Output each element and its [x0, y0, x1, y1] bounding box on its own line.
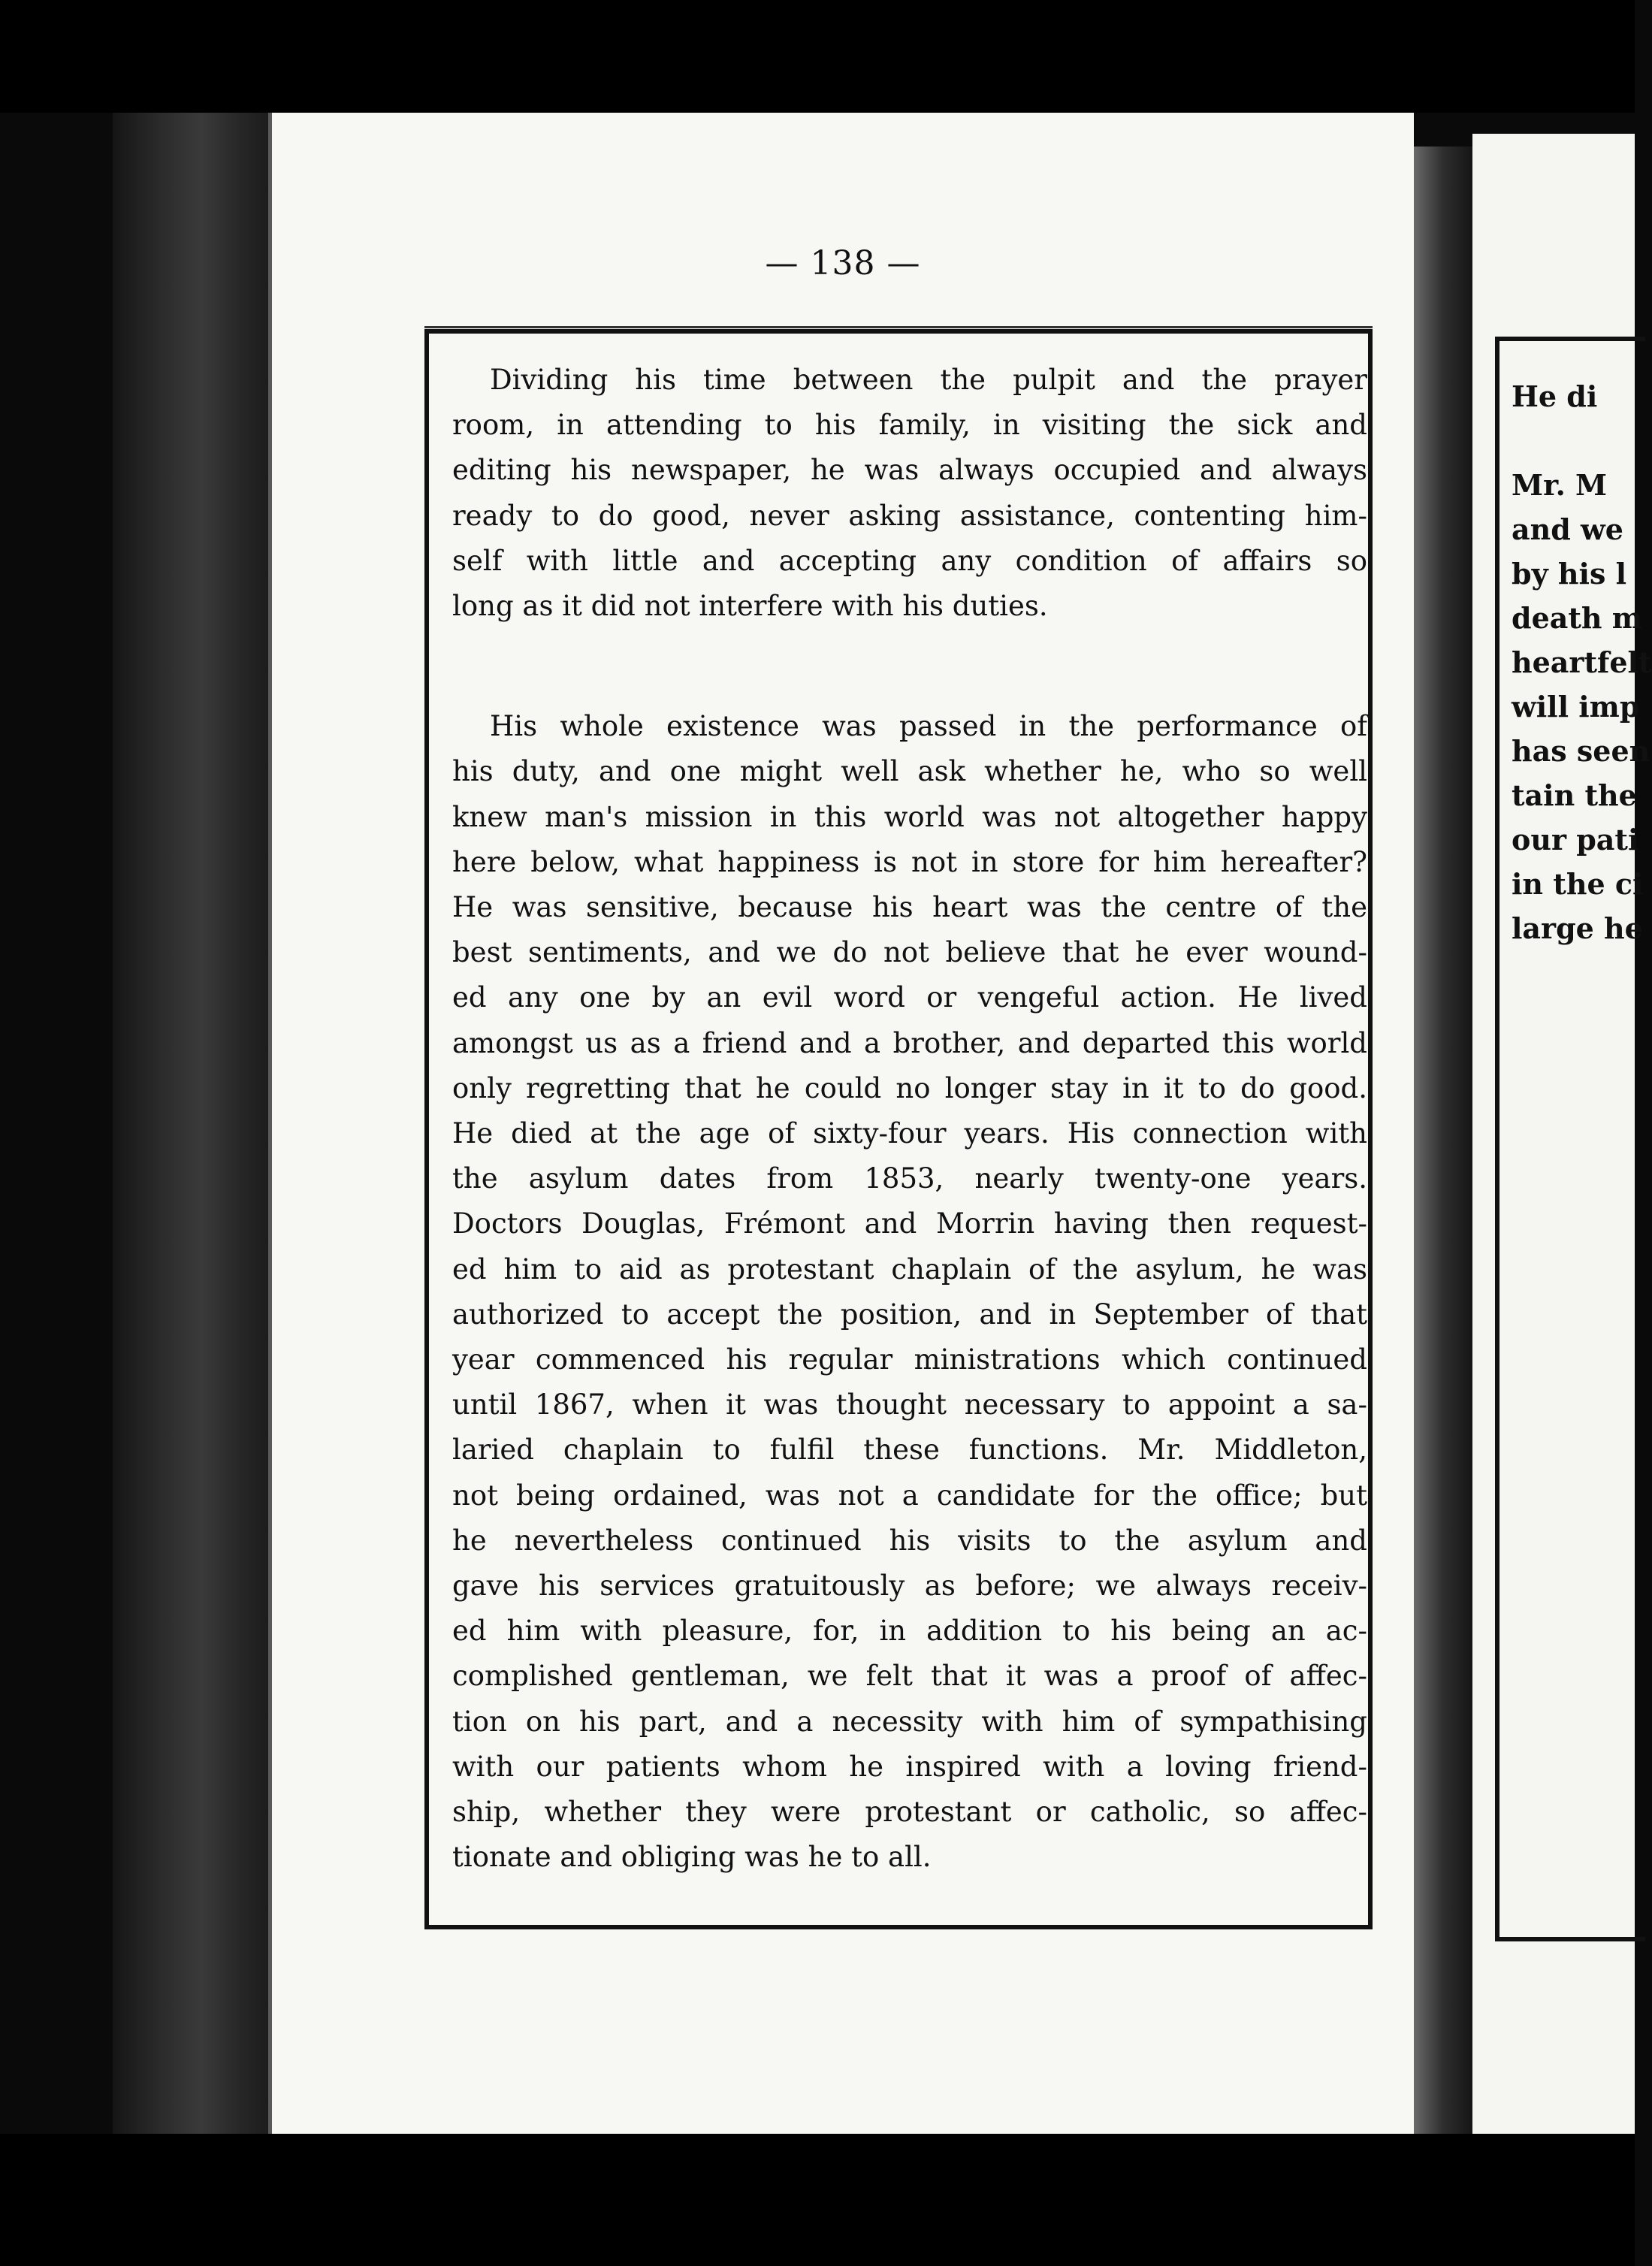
right-text-line: large he	[1512, 911, 1643, 945]
scan-background-bottom	[0, 2134, 1635, 2266]
text-line: he nevertheless continued his visits to the asylum and	[452, 1524, 1367, 1557]
text-line: He died at the age of sixty-four years. His connection with	[452, 1117, 1367, 1150]
right-text-line: and we	[1512, 512, 1623, 546]
right-text-line	[1512, 418, 1635, 463]
paragraph-1	[452, 358, 1367, 629]
paragraph-2	[452, 704, 1367, 1880]
text-line: amongst us as a friend and a brother, and departed this world	[452, 1026, 1367, 1059]
right-text-line: by his l	[1512, 557, 1627, 591]
text-line: only regretting that he could no longer stay in it to do good.	[452, 1071, 1367, 1104]
text-line: laried chaplain to fulfil these functions. Mr. Middleton,	[452, 1434, 1367, 1467]
text-line: not being ordained, was not a candidate for the office; but	[452, 1479, 1367, 1512]
text-line: self with little and accepting any condition of affairs so	[452, 544, 1367, 577]
text-line: ready to do good, never asking assistance, contenting him-	[452, 499, 1367, 532]
text-line: best sentiments, and we do not believe that he ever wound-	[452, 936, 1367, 969]
page-number: — 138 —	[765, 244, 921, 282]
page-gutter	[1414, 147, 1472, 2168]
text-line: Dividing his time between the pulpit and the prayer	[490, 364, 1367, 396]
text-line: His whole existence was passed in the performance of	[490, 710, 1367, 743]
text-line: tionate and obliging was he to all.	[452, 1841, 932, 1874]
text-line: authorized to accept the position, and in September of that	[452, 1298, 1367, 1331]
right-page-text	[1512, 374, 1652, 950]
text-line: long as it did not interfere with his duties.	[452, 590, 1048, 623]
text-line: tion on his part, and a necessity with him of sympathising	[452, 1705, 1367, 1738]
text-line: knew man's mission in this world was not altogether happy	[452, 800, 1367, 833]
text-line: editing his newspaper, he was always occupied and always	[452, 454, 1367, 487]
text-line: here below, what happiness is not in store for him hereafter?	[452, 845, 1367, 878]
text-line: ship, whether they were protestant or catholic, so affec-	[452, 1796, 1367, 1829]
text-line: year commenced his regular ministrations which continued	[452, 1343, 1367, 1376]
text-line: his duty, and one might well ask whether he, who so well	[452, 755, 1367, 788]
text-line: with our patients whom he inspired with a loving friend-	[452, 1750, 1367, 1783]
text-line: the asylum dates from 1853, nearly twenty-one years.	[452, 1162, 1367, 1195]
right-text-line: has seen	[1512, 734, 1650, 768]
right-text-line: will imp	[1512, 690, 1640, 724]
right-text-line: Mr. M	[1512, 468, 1608, 502]
text-line: gave his services gratuitously as before; we always receiv-	[452, 1570, 1367, 1603]
text-line: complished gentleman, we felt that it was a proof of affec-	[452, 1660, 1367, 1693]
text-line: Doctors Douglas, Frémont and Morrin having then request-	[452, 1207, 1367, 1240]
right-text-line: death m	[1512, 601, 1642, 635]
scan-background-top	[0, 0, 1635, 113]
text-line: He was sensitive, because his heart was the centre of the	[452, 891, 1367, 924]
right-text-line: heartfelt	[1512, 645, 1652, 679]
right-text-line: in the ci	[1512, 867, 1644, 901]
right-text-line: our pati	[1512, 823, 1639, 857]
text-line: ed him with pleasure, for, in addition to his being an ac-	[452, 1615, 1367, 1648]
body-text	[452, 358, 1367, 1881]
text-line: room, in attending to his family, in visiting the sick and	[452, 409, 1367, 442]
text-line: until 1867, when it was thought necessary to appoint a sa-	[452, 1388, 1367, 1422]
right-text-line: He di	[1512, 379, 1598, 413]
book-binding	[113, 113, 274, 2134]
right-text-line: tain the	[1512, 778, 1637, 812]
text-line: ed him to aid as protestant chaplain of the asylum, he was	[452, 1252, 1367, 1286]
text-line: ed any one by an evil word or vengeful action. He lived	[452, 981, 1367, 1014]
paragraph-gap	[452, 629, 1367, 704]
